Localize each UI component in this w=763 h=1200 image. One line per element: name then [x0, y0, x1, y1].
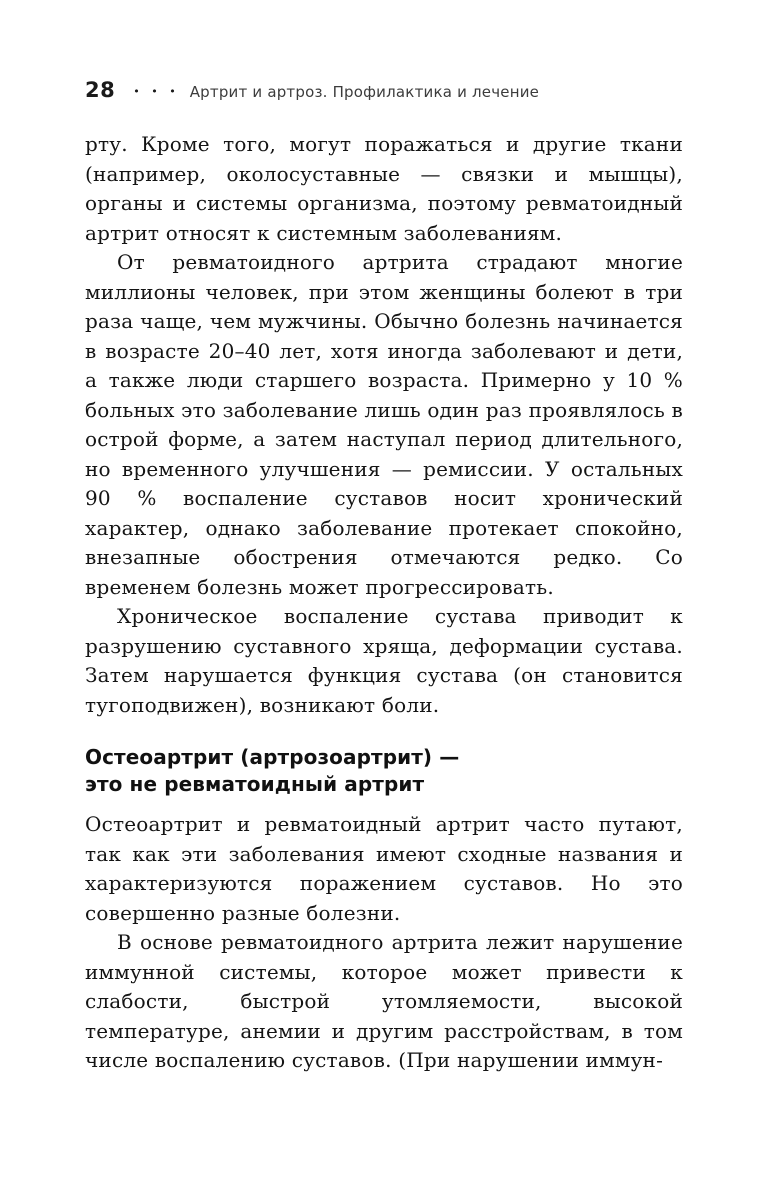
paragraph: Хроническое воспаление сустава приводит к разрушению суставного хряща, деформации сустава. Затем нарушается функция сустава (он становится тугоподвижен), возникают боли.	[85, 604, 683, 717]
body-text	[85, 130, 683, 1076]
paragraph: От ревматоидного артрита страдают многие миллионы человек, при этом женщины болеют в три раза чаще, чем мужчины. Обычно болезнь начинается в возрасте 20–40 лет, хотя иногда заболевают и дети, а также люди старшего возраста. Примерно у 10 % больных это заболевание лишь один раз проявлялось в острой форме, а затем наступал период длительного, но временного улучшения — ремиссии. У остальных 90 % воспаление суставов носит хронический характер, однако заболевание протекает спокойно, внезапные обострения отмечаются редко. Со временем болезнь может прогрессировать.	[85, 250, 683, 599]
section-heading-line1: Остеоартрит (артрозоартрит) —	[85, 745, 460, 769]
page-number: 28	[85, 78, 116, 102]
running-title: Артрит и артроз. Профилактика и лечение	[189, 83, 540, 101]
paragraph: В основе ревматоидного артрита лежит нарушение иммунной системы, которое может привести к слабости, быстрой утомляемости, высокой температуре, анемии и другим расстройствам, в том числе воспалению суставов. (При нарушении иммун-	[85, 930, 683, 1072]
header-dots-icon: • • •	[133, 85, 180, 98]
section-heading-line2: это не ревматоидный артрит	[85, 772, 425, 796]
paragraph: Остеоартрит и ревматоидный артрит часто путают, так как эти заболевания имеют сходные названия и характеризуются поражением суставов. Но это совершенно разные болезни.	[85, 812, 683, 925]
section-heading	[85, 744, 683, 798]
page-header	[85, 78, 683, 102]
paragraph-continuation: рту. Кроме того, могут поражаться и другие ткани (например, околосуставные — связки и мышцы), органы и системы организма, поэтому ревматоидный артрит относят к системным заболеваниям.	[85, 132, 683, 245]
